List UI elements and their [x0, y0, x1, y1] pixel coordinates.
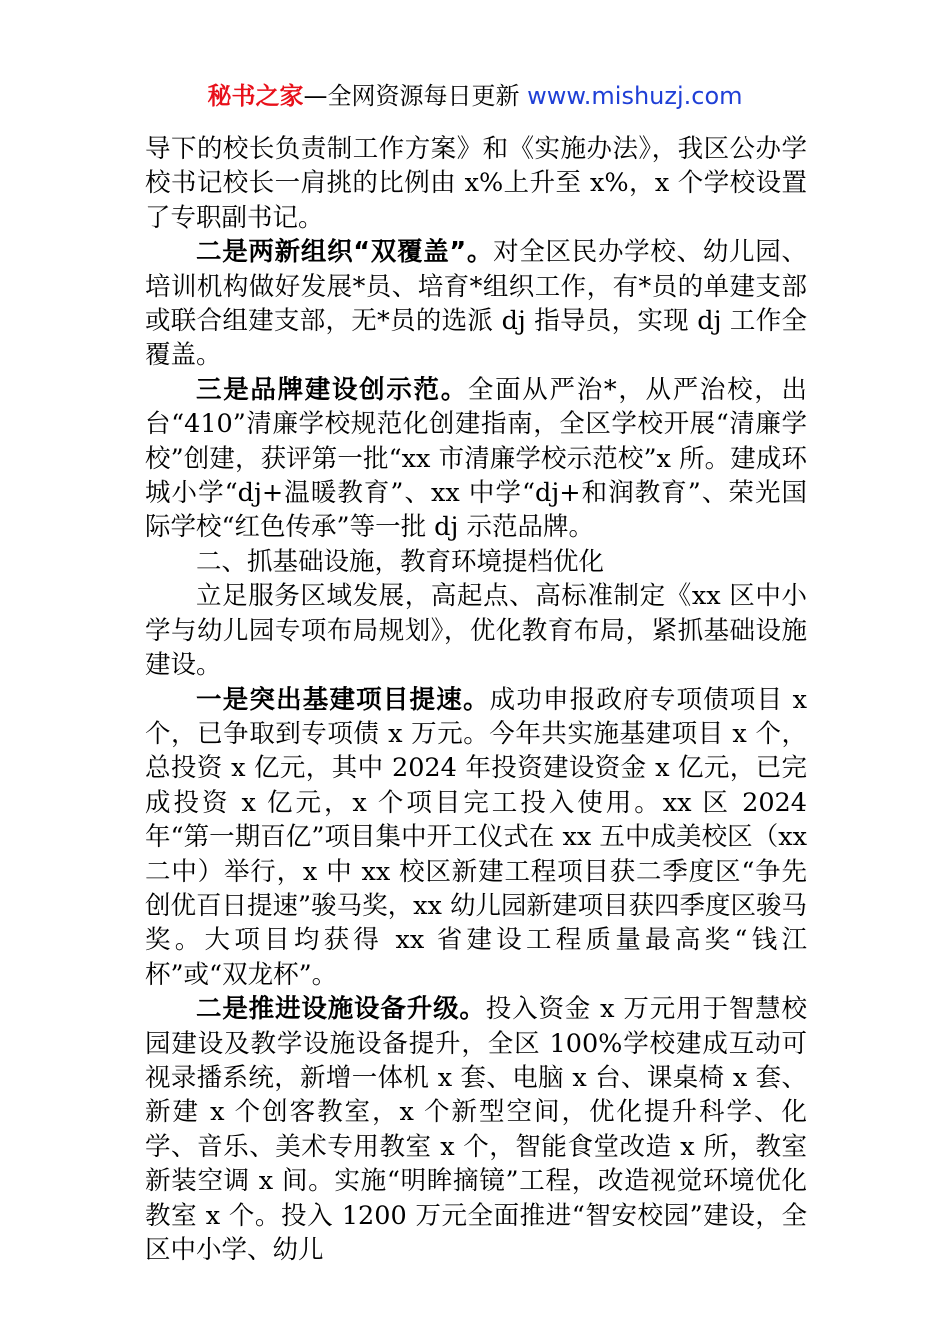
- paragraph: [145, 235, 807, 373]
- paragraph-lead: 二是两新组织“双覆盖”。: [196, 237, 494, 268]
- paragraph-text: 对全区民办学校、幼儿园、培训机构做好发展*员、培育*组织工作，有*员的单建支部或联合组建支部，无*员的选派 dj 指导员，实现 dj 工作全覆盖。: [145, 237, 807, 371]
- paragraph-text: 立足服务区域发展，高起点、高标准制定《xx 区中小学与幼儿园专项布局规划》，优化教育布局，紧抓基础设施建设。: [145, 581, 807, 681]
- paragraph-lead: 三是品牌建设创示范。: [196, 374, 468, 405]
- site-header: [0, 78, 950, 114]
- paragraph-text: 全面从严治*，从严治校，出台“410”清廉学校规范化创建指南，全区学校开展“清廉学校”创建，获评第一批“xx 市清廉学校示范校”x 所。建成环城小学“dj+温暖教育”、xx 中学“dj+和润教育”、荣光国际学校“红色传承”等一批 dj 示范品牌。: [145, 374, 807, 543]
- paragraph-lead: 二是推进设施设备升级。: [196, 994, 486, 1025]
- paragraph-lead: 一是突出基建项目提速。: [196, 684, 490, 715]
- paragraph-text: 导下的校长负责制工作方案》和《实施办法》，我区公办学校书记校长一肩挑的比例由 x%上升至 x%，x 个学校设置了专职副书记。: [145, 134, 807, 233]
- site-tagline: —全网资源每日更新: [303, 82, 528, 110]
- document-body: [145, 132, 807, 1267]
- paragraph-text: 成功申报政府专项债项目 x 个，已争取到专项债 x 万元。今年共实施基建项目 x 个，总投资 x 亿元，其中 2024 年投资建设资金 x 亿元，已完成投资 x 亿元，x 个项目完工投入使用。xx 区 2024 年“第一期百亿”项目集中开工仪式在 xx 五中成美校区（xx 二中）举行，x 中 xx 校区新建工程项目获二季度区“争先创优百日提速”骏马奖，xx 幼儿园新建项目获四季度区骏马奖。大项目均获得 xx 省建设工程质量最高奖“钱江杯”或“双龙杯”。: [145, 684, 807, 990]
- paragraph: [145, 579, 807, 682]
- site-url-link[interactable]: www.mishuzj.com: [527, 82, 743, 110]
- paragraph: [145, 373, 807, 545]
- paragraph-text: 投入资金 x 万元用于智慧校园建设及教学设施设备提升，全区 100%学校建成互动可视录播系统，新增一体机 x 套、电脑 x 台、课桌椅 x 套、新建 x 个创客教室，x 个新型空间，优化提升科学、化学、音乐、美术专用教室 x 个，智能食堂改造 x 所，教室新装空调 x 间。实施“明眸摘镜”工程，改造视觉环境优化教室 x 个。投入 1200 万元全面推进“智安校园”建设，全区中小学、幼儿: [145, 994, 807, 1265]
- paragraph: [145, 132, 807, 235]
- paragraph: [145, 683, 807, 993]
- site-brand: 秘书之家: [207, 82, 304, 110]
- section-heading: 二、抓基础设施，教育环境提档优化: [196, 546, 605, 577]
- paragraph: [145, 992, 807, 1267]
